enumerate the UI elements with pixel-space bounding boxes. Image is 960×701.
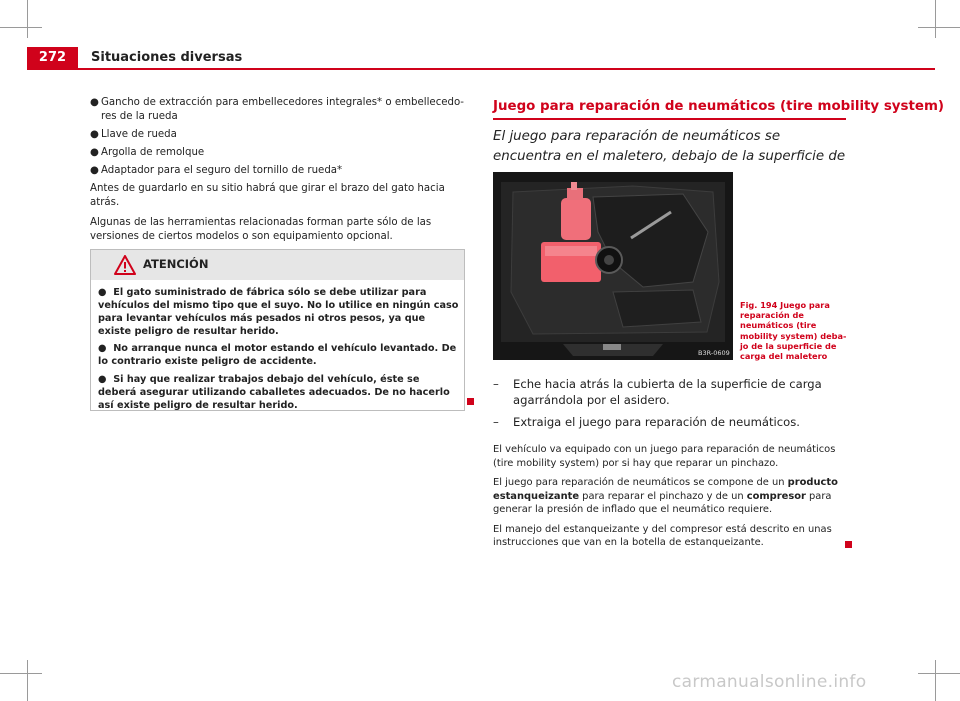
heading-rule <box>493 118 846 120</box>
trunk-figure <box>493 172 733 360</box>
crop-mark <box>27 0 28 38</box>
bullet-icon: ● <box>90 97 99 108</box>
warning-item: ● El gato suministrado de fábrica sólo se debe utilizar para vehículos del mismo tipo que el suyo. No lo utilice en ningún caso para levantar vehículos más pesados ni otros pesos, ya que existe peligro de resultar herido. <box>98 287 459 338</box>
warning-title: ATENCIÓN <box>143 257 209 271</box>
list-item: ● Gancho de extracción para embellecedores integrales* o embellecedores de la rueda <box>90 97 464 122</box>
warning-item: ● Si hay que realizar trabajos debajo del vehículo, éste se deberá asegurar utilizando caballetes adecuados. De no hacerlo así existe peligro de resultar herido. <box>98 373 450 411</box>
crop-mark <box>935 660 936 701</box>
lead-text: El juego para reparación de neumáticos se encuentra en el maletero, debajo de la superficie de <box>493 129 846 164</box>
crop-mark <box>918 673 960 674</box>
list-item: ● Adaptador para el seguro del tornillo de rueda* <box>90 165 343 176</box>
dash-icon: – <box>493 377 499 391</box>
bullet-icon: ● <box>90 165 99 176</box>
crop-mark <box>0 27 42 28</box>
page-number: 272 <box>38 50 67 65</box>
paragraph: El vehículo va equipado con un juego para reparación de neumáticos (tire mobility system) por si hay que reparar un pinchazo. <box>493 444 836 469</box>
figure-code: B3R-0609 <box>698 349 730 357</box>
dash-icon: – <box>493 415 499 429</box>
right-body <box>493 443 849 556</box>
warning-header <box>91 250 464 280</box>
paragraph: El manejo del estanqueizante y del compresor está descrito en unas instrucciones que van en la botella de estanqueizante. <box>493 523 832 548</box>
paragraph: Antes de guardarlo en su sitio habrá que girar el brazo del gato hacia atrás. <box>90 183 445 208</box>
end-mark-icon <box>467 398 474 405</box>
list-item: – Eche hacia atrás la cubierta de la superficie de carga agarrándola por el asidero. <box>493 377 822 407</box>
crop-mark <box>0 673 42 674</box>
left-column <box>90 96 465 250</box>
list-item: ● Argolla de remolque <box>90 147 205 158</box>
step-list <box>493 376 849 436</box>
section-title: Situaciones diversas <box>91 50 243 65</box>
crop-mark <box>918 27 960 28</box>
crop-mark <box>935 0 936 38</box>
paragraph: Algunas de las herramientas relacionadas forman parte sólo de las versiones de ciertos modelos o son equipamiento opcional. <box>90 217 432 242</box>
warning-item: ● No arranque nunca el motor estando el vehículo levantado. De lo contrario existe peligro de accidente. <box>98 343 457 368</box>
figure-caption: Fig. 194 Juego para reparación de neumáticos (tire mobility system) debajo de la superficie de carga del maletero <box>740 300 847 362</box>
page-number-box <box>27 47 78 69</box>
trunk-illustration-icon <box>493 172 733 360</box>
bullet-icon: ● <box>98 373 107 385</box>
list-item: ● Llave de rueda <box>90 129 177 140</box>
warning-body <box>98 286 460 416</box>
bullet-icon: ● <box>98 343 107 355</box>
bullet-icon: ● <box>90 147 99 158</box>
crop-mark <box>27 660 28 701</box>
warning-triangle-icon <box>114 255 136 275</box>
section-heading: Juego para reparación de neumáticos (tire mobility system) <box>493 99 945 114</box>
list-item: – Extraiga el juego para reparación de neumáticos. <box>493 415 800 429</box>
warning-box <box>90 249 465 411</box>
paragraph: El juego para reparación de neumáticos se compone de un producto estanqueizante para reparar el pinchazo y de un compresor para generar la presión de inflado que el neumático requiere. <box>493 477 838 515</box>
bullet-icon: ● <box>90 129 99 140</box>
watermark: carmanualsonline.info <box>672 672 867 692</box>
header-rule <box>27 68 935 70</box>
end-mark-icon <box>845 541 852 548</box>
bullet-icon: ● <box>98 287 107 298</box>
